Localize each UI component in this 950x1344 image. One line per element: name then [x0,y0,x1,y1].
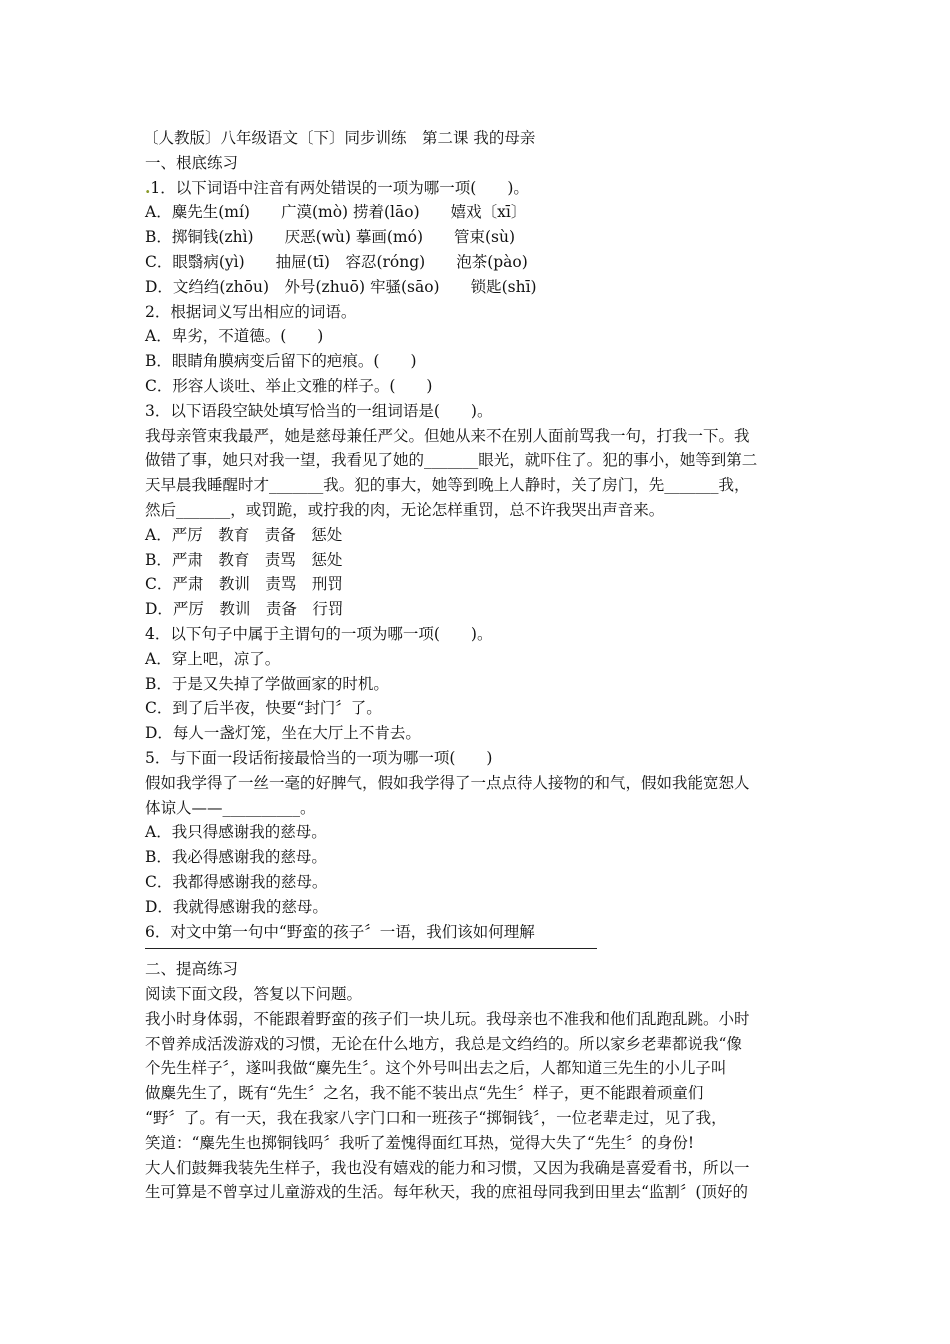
option-line: D．我就得感谢我的慈母。 [145,897,328,916]
option-line: B．于是又失掉了学做画家的时机。 [145,674,389,693]
option-line: A．卑劣，不道德。( ) [145,327,324,346]
question-stem: 4．以下句子中属于主谓句的一项为哪一项( )。 [145,624,493,643]
document-title: 〔人教版〕八年级语文〔下〕同步训练 第二课 我的母亲 [143,129,536,147]
option-line: A．我只得感谢我的慈母。 [145,823,327,842]
option-line: B．掷铜钱(zhì) 厌恶(wù) 摹画(mó) 管束(sù) [145,228,516,247]
passage-line: 假如我学得了一丝一毫的好脾气，假如我学得了一点点待人接物的和气，假如我能宽恕人 [145,773,750,792]
option-line: A．麋先生(mí) 广漠(mò) 捞着(lāo) 嬉戏〔xī〕 [145,203,527,222]
option-line: B．眼睛角膜病变后留下的疤痕。( ) [145,352,417,371]
option-line: A．严厉 教育 责备 惩处 [145,525,343,544]
passage-line: 个先生样子〞，遂叫我做“麋先生〞。这个外号叫出去之后，人都知道三先生的小儿子叫 [145,1059,727,1078]
section-heading: 二、提高练习 [145,960,239,979]
option-line: B．严肃 教育 责骂 惩处 [145,550,343,569]
passage-line: 天早晨我睡醒时才_______我。犯的事大，她等到晚上人静时，关了房门，先_______我， [145,476,750,495]
passage-line: 然后_______，或罚跪，或拧我的肉，无论怎样重罚，总不许我哭出声音来。 [145,500,665,519]
question-stem: 2．根据词义写出相应的词语。 [145,302,357,321]
answer-line [145,948,597,949]
passage-line: 大人们鼓舞我装先生样子，我也没有嬉戏的能力和习惯，又因为我确是喜爱看书，所以一 [145,1158,750,1177]
bullet-dot-icon: . [145,177,151,197]
passage-line: 体谅人——__________。 [145,798,316,817]
question-stem: 3．以下语段空缺处填写恰当的一组词语是( )。 [145,401,493,420]
option-line: A．穿上吧，凉了。 [145,649,281,668]
passage-line: 生可算是不曾享过儿童游戏的生活。每年秋天，我的庶祖母同我到田里去“监割〞(顶好的 [145,1183,748,1202]
passage-line: 我小时身体弱，不能跟着野蛮的孩子们一块儿玩。我母亲也不准我和他们乱跑乱跳。小时 [145,1009,750,1028]
question-stem: .1．以下词语中注音有两处错误的一项为哪一项( )。 [145,177,529,197]
option-line: D．文绉绉(zhōu) 外号(zhuō) 牢骚(sāo) 锁匙(shī) [145,277,537,296]
option-line: D．每人一盏灯笼，坐在大厅上不肯去。 [145,724,421,743]
option-line: B．我必得感谢我的慈母。 [145,848,327,867]
passage-line: 我母亲管束我最严，她是慈母兼任严父。但她从来不在别人面前骂我一句，打我一下。我 [145,426,750,445]
document-page [145,126,810,1205]
question-stem: 6．对文中第一句中“野蛮的孩子〞一语，我们该如何理解 [145,922,535,941]
option-line: C．眼翳病(yì) 抽屉(tī) 容忍(róng) 泡茶(pào) [145,252,528,271]
passage-line: 不曾养成活泼游戏的习惯，无论在什么地方，我总是文绉绉的。所以家乡老辈都说我“像 [145,1034,742,1053]
passage-line: “野〞了。有一天，我在我家八字门口和一班孩子“掷铜钱〞，一位老辈走过，见了我， [145,1109,727,1128]
passage-line: 做错了事，她只对我一望，我看见了她的_______眼光，就吓住了。犯的事小，她等到第二 [145,451,758,470]
passage-line: 笑道：“麋先生也掷铜钱吗〞我听了羞愧得面红耳热，觉得大失了“先生〞的身份! [145,1133,695,1152]
option-line: C．我都得感谢我的慈母。 [145,872,328,891]
option-line: C．严肃 教训 责骂 刑罚 [145,575,343,594]
passage-line: 做麋先生了，既有“先生〞之名，我不能不装出点“先生〞样子，更不能跟着顽童们 [145,1084,704,1103]
option-line: C．到了后半夜，快要“封门〞了。 [145,699,382,718]
question-stem: 5．与下面一段话衔接最恰当的一项为哪一项( ) [145,748,493,767]
option-line: D．严厉 教训 责备 行罚 [145,600,344,619]
instruction-line: 阅读下面文段，答复以下问题。 [145,985,363,1004]
section-heading: 一、根底练习 [145,153,239,172]
option-line: C．形容人谈吐、举止文雅的样子。( ) [145,376,433,395]
